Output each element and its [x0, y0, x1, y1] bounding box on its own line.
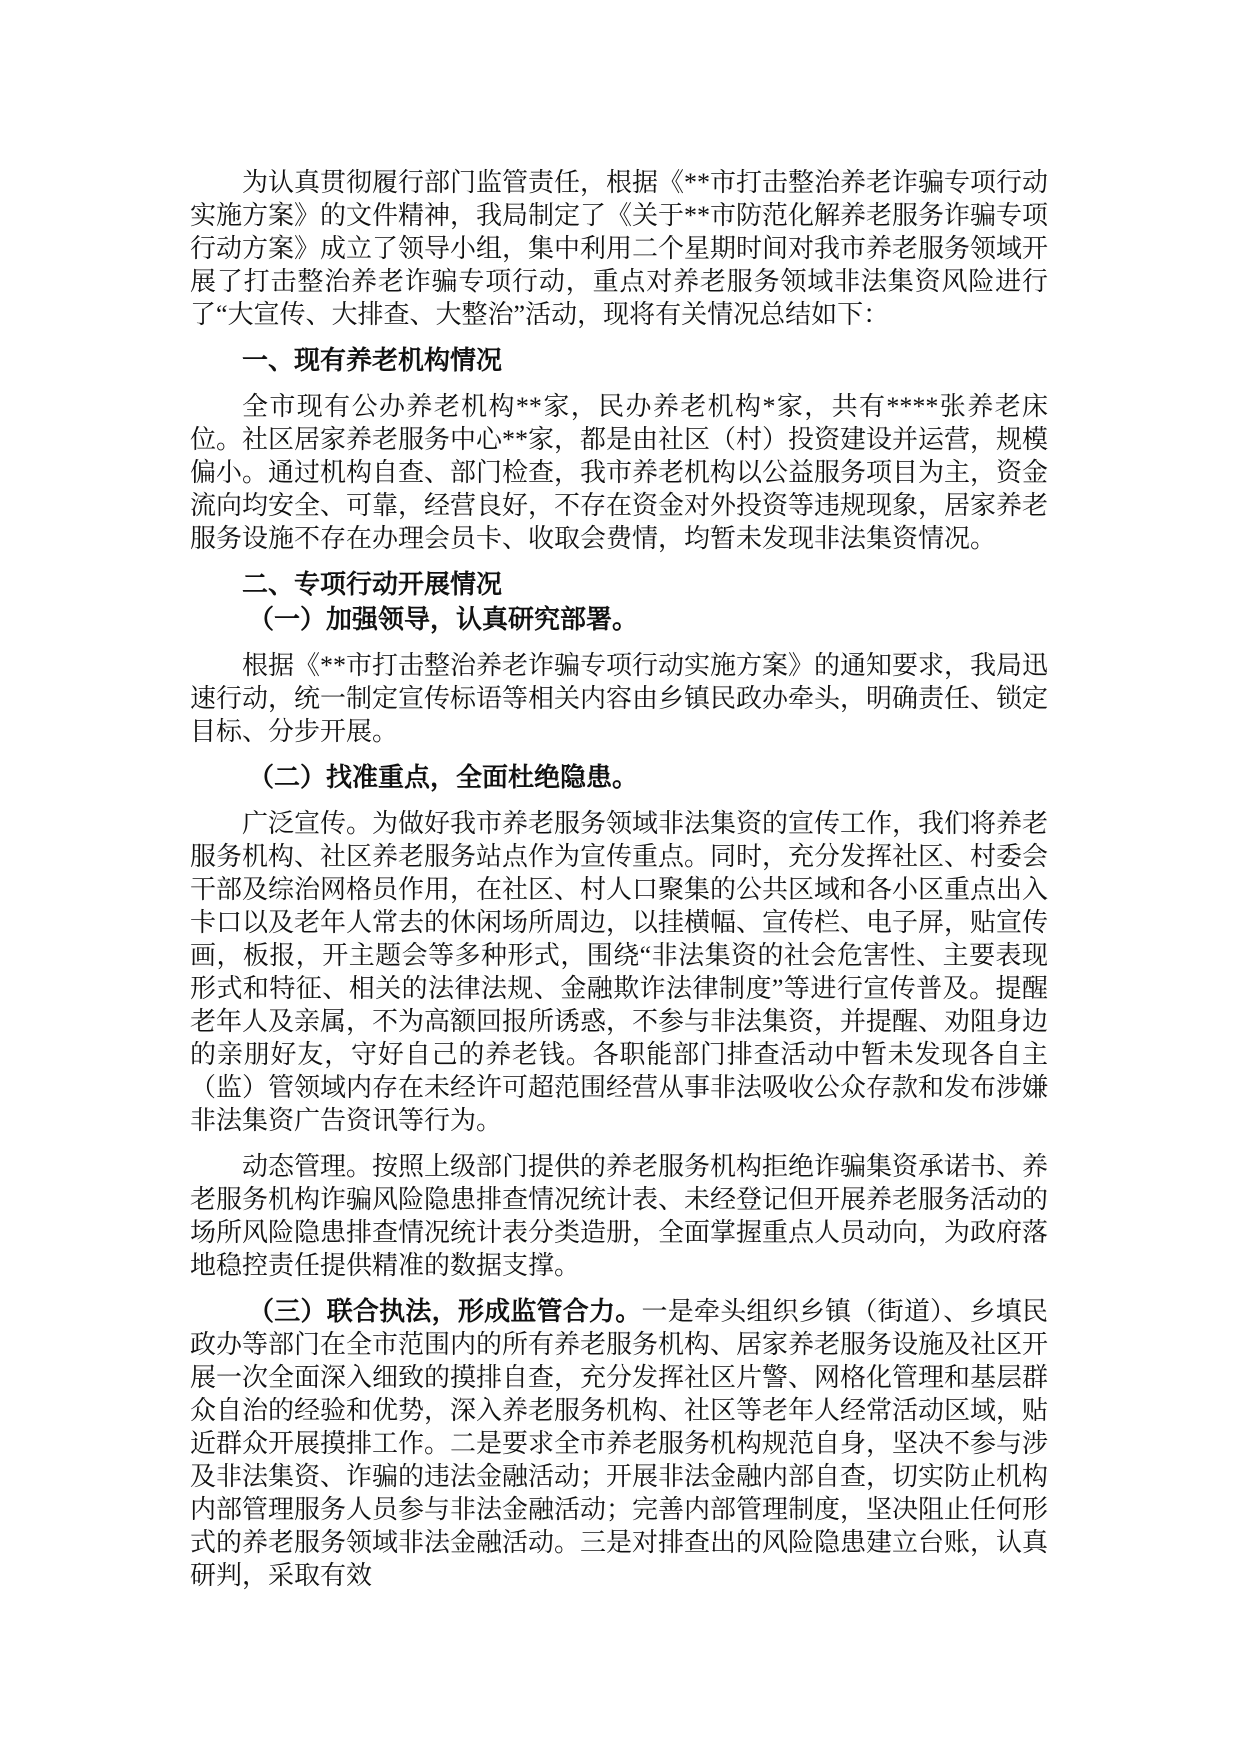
dynamic-management-paragraph: 动态管理。按照上级部门提供的养老服务机构拒绝诈骗集资承诺书、养老服务机构诈骗风险隐患排查情况统计表、未经登记但开展养老服务活动的场所风险隐患排查情况统计表分类造册，全面掌握重点人员动向，为政府落地稳控责任提供精准的数据支撑。 — [190, 1152, 1049, 1280]
section-1-paragraph: 全市现有公办养老机构**家，民办养老机构*家，共有****张养老床位。社区居家养老服务中心**家，都是由社区（村）投资建设并运营，规模偏小。通过机构自查、部门检查，我市养老机构以公益服务项目为主，资金流向均安全、可靠，经营良好，不存在资金对外投资等违规现象，居家养老服务设施不存在办理会员卡、收取会费情，均暂未发现非法集资情况。 — [190, 392, 1049, 553]
subsection-heading-1: （一）加强领导，认真研究部署。 — [248, 604, 639, 634]
section-heading-2: 二、专项行动开展情况 — [242, 569, 503, 599]
subsection-3-body: 一是牵头组织乡镇（街道）、乡填民政办等部门在全市范围内的所有养老服务机构、居家养老服务设施及社区开展一次全面深入细致的摸排自查，充分发挥社区片警、网格化管理和基层群众自治的经验和优势，深入养老服务机构、社区等老年人经常活动区域，贴近群众开展摸排工作。二是要求全市养老服务机构规范自身，坚决不参与涉及非法集资、诈骗的违法金融活动；开展非法金融内部自查，切实防止机构内部管理服务人员参与非法金融活动；完善内部管理制度，坚决阻止任何形式的养老服务领域非法金融活动。三是对排查出的风险隐患建立台账，认真研判，采取有效 — [190, 1297, 1049, 1590]
intro-paragraph: 为认真贯彻履行部门监管责任，根据《**市打击整治养老诈骗专项行动实施方案》的文件精神，我局制定了《关于**市防范化解养老服务诈骗专项行动方案》成立了领导小组，集中利用二个星期时间对我市养老服务领域开展了打击整治养老诈骗专项行动，重点对养老服务领域非法集资风险进行了“大宣传、大排查、大整治”活动，现将有关情况总结如下： — [190, 168, 1049, 329]
subsection-heading-3: （三）联合执法，形成监管合力。 — [248, 1296, 642, 1326]
publicity-paragraph: 广泛宣传。为做好我市养老服务领域非法集资的宣传工作，我们将养老服务机构、社区养老服务站点作为宣传重点。同时，充分发挥社区、村委会干部及综治网格员作用，在社区、村人口聚集的公共区域和各小区重点出入卡口以及老年人常去的休闲场所周边，以挂横幅、宣传栏、电子屏，贴宣传画，板报，开主题会等多种形式，围绕“非法集资的社会危害性、主要表现形式和特征、相关的法律法规、金融欺诈法律制度”等进行宣传普及。提醒老年人及亲属，不为高额回报所诱惑，不参与非法集资，并提醒、劝阻身边的亲朋好友，守好自己的养老钱。各职能部门排查活动中暂未发现各自主（监）管领域内存在未经许可超范围经营从事非法吸收公众存款和发布涉嫌非法集资广告资讯等行为。 — [190, 809, 1049, 1135]
subsection-heading-2: （二）找准重点，全面杜绝隐患。 — [248, 762, 639, 792]
subsection-3-paragraph — [190, 1295, 1048, 1592]
subsection-1-paragraph: 根据《**市打击整治养老诈骗专项行动实施方案》的通知要求，我局迅速行动，统一制定宣传标语等相关内容由乡镇民政办牵头，明确责任、锁定目标、分步开展。 — [190, 651, 1049, 746]
document-page — [190, 166, 1048, 1592]
section-heading-1: 一、现有养老机构情况 — [242, 345, 503, 375]
